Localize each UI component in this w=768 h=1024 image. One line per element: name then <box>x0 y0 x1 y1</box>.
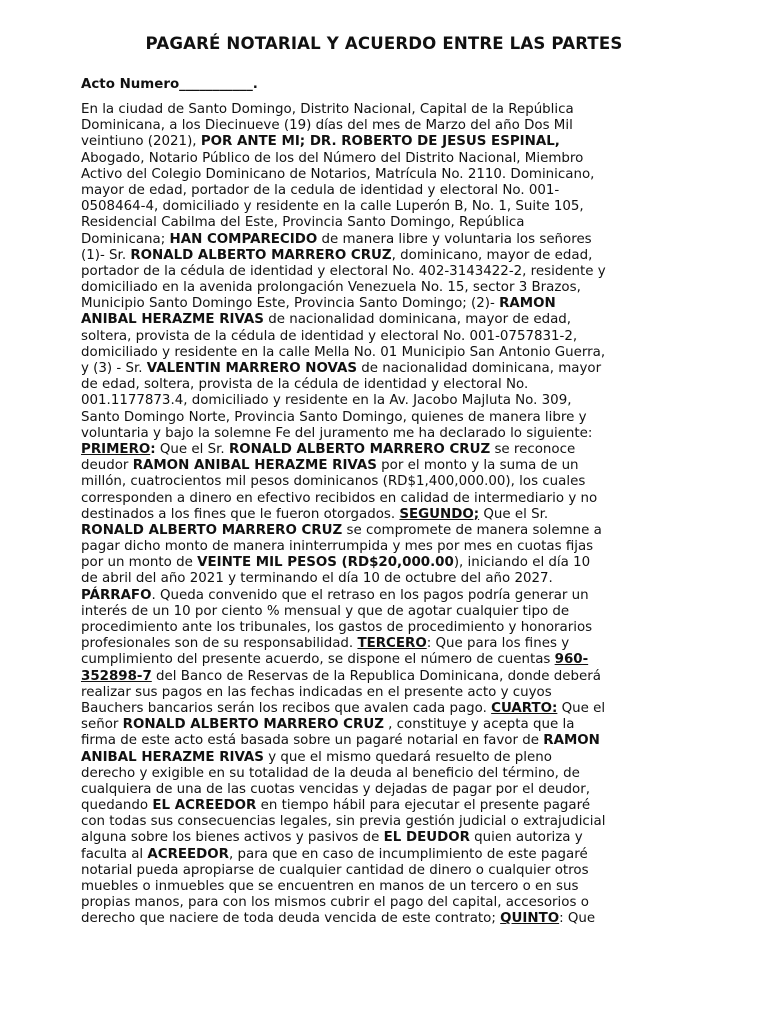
bold-text: RONALD ALBERTO MARRERO CRUZ <box>228 441 491 457</box>
body-line <box>81 895 675 911</box>
body-text-segment: veintiuno (2021), <box>81 134 201 150</box>
body-text-segment: de manera libre y voluntaria los señores <box>317 231 592 247</box>
body-text-segment: Que el Sr. <box>155 441 229 457</box>
body-text-segment: Que el Sr. <box>479 506 549 522</box>
body-line <box>81 426 675 442</box>
body-text-segment: , para que en caso de incumplimiento de este pagaré <box>229 846 588 862</box>
bold-text: HAN COMPARECIDO <box>169 231 318 247</box>
bold-text: 352898-7 <box>81 668 152 684</box>
body-line <box>81 393 675 409</box>
body-text-segment: firma de este acto está basada sobre un pagaré notarial en favor de <box>81 733 544 749</box>
bold-text: ANIBAL HERAZME RIVAS <box>81 312 264 328</box>
body-text-segment: propias manos, para con los mismos cubrir el pago del capital, accesorios o <box>81 895 589 911</box>
body-line <box>81 507 675 523</box>
body-line <box>81 766 675 782</box>
body-line <box>81 620 675 636</box>
body-text-segment: se compromete de manera solemne a <box>342 522 602 538</box>
bold-text: PÁRRAFO <box>81 587 152 603</box>
body-text-segment: Abogado, Notario Público de los del Número del Distrito Nacional, Miembro <box>81 150 584 166</box>
bold-text: QUINTO <box>500 911 560 927</box>
body-line <box>81 232 675 248</box>
body-line <box>81 474 675 490</box>
body-text-segment: y (3) - Sr. <box>81 361 147 376</box>
body-text-segment: Residencial Cabilma del Este, Provincia Santo Domingo, República <box>81 215 525 231</box>
body-line <box>81 555 675 571</box>
body-text-segment: Municipio Santo Domingo Este, Provincia Santo Domingo; (2)- <box>81 296 500 312</box>
body-text-segment: en tiempo hábil para ejecutar el presente pagaré <box>256 798 591 814</box>
body-line <box>81 847 675 863</box>
body-text-segment: portador de la cédula de identidad y electoral No. 402-3143422-2, residente y <box>81 263 606 279</box>
body-line <box>81 733 675 749</box>
body-line <box>81 798 675 814</box>
body-text-segment: ), iniciando el día 10 <box>453 555 591 571</box>
body-text-segment: cualquiera de una de las cuotas vencidas y dejadas de pagar por el deudor, <box>81 781 590 797</box>
body-text-segment: del Banco de Reservas de la Republica Dominicana, donde deberá <box>151 668 601 684</box>
body-line <box>81 604 675 620</box>
body-text-segment: soltera, provista de la cédula de identidad y electoral No. 001-0757831-2, <box>81 328 578 344</box>
bold-text: VALENTIN MARRERO NOVAS <box>146 361 357 376</box>
body-text-segment: de abril del año 2021 y terminando el día 10 de octubre del año 2027. <box>81 571 553 587</box>
body-text-segment: 001.1177873.4, domiciliado y residente en la Av. Jacobo Majluta No. 309, <box>81 393 572 409</box>
body-text-segment: de nacionalidad dominicana, mayor <box>357 361 602 376</box>
body-text-segment: Que el <box>557 700 606 716</box>
bold-text: RAMON <box>499 296 556 312</box>
body-line <box>81 248 675 264</box>
body-text-segment: Bauchers bancarios serán los recibos que avalen cada pago. <box>81 700 492 716</box>
body-line <box>81 879 675 895</box>
body-text-segment: , constituye y acepta que la <box>383 717 575 733</box>
body-line <box>81 442 675 458</box>
body-text-segment: profesionales son de su responsabilidad. <box>81 636 358 652</box>
body-text-segment: se reconoce <box>490 441 576 457</box>
body-text-segment: derecho y exigible en su totalidad de la deuda al beneficio del término, de <box>81 765 580 781</box>
body-line <box>81 830 675 846</box>
body-line <box>81 863 675 879</box>
body-text-segment: alguna sobre los bienes activos y pasivos de <box>81 830 384 846</box>
body-line <box>81 312 675 328</box>
body-text-segment: cumplimiento del presente acuerdo, se dispone el número de cuentas <box>81 652 555 668</box>
body-line <box>81 782 675 798</box>
bold-text: TERCERO <box>357 636 427 652</box>
body-line <box>81 669 675 685</box>
body-line <box>81 118 675 134</box>
body-text-segment: domiciliado y residente en la calle Mella No. 01 Municipio San Antonio Guerra, <box>81 344 606 360</box>
body-text-segment: notarial pueda apropiarse de cualquier cantidad de dinero o cualquier otros <box>81 862 589 878</box>
body-line <box>81 264 675 280</box>
body-line <box>81 814 675 830</box>
body-text-segment: realizar sus pagos en las fechas indicadas en el presente acto y cuyos <box>81 684 552 700</box>
body-line <box>81 151 675 167</box>
bold-text: : <box>150 441 156 457</box>
body-line <box>81 215 675 231</box>
body-text-segment: corresponden a dinero en efectivo recibidos en calidad de intermediario y no <box>81 490 598 506</box>
body-text-segment: de edad, soltera, provista de la cédula de identidad y electoral No. <box>81 377 529 393</box>
body-line <box>81 329 675 345</box>
body-line <box>81 458 675 474</box>
bold-text: ACREEDOR <box>147 846 229 862</box>
body-text-segment: : Que para los fines y <box>426 636 570 652</box>
body-line <box>81 361 675 377</box>
body-line <box>81 296 675 312</box>
body-text-segment: interés de un 10 por ciento % mensual y que de agotar cualquier tipo de <box>81 603 570 619</box>
body-text-segment: mayor de edad, portador de la cedula de identidad y electoral No. 001- <box>81 182 560 198</box>
bold-text: EL DEUDOR <box>383 830 470 846</box>
body-line <box>81 652 675 668</box>
document-body <box>81 102 675 928</box>
body-line <box>81 102 675 118</box>
body-text-segment: . Queda convenido que el retraso en los pagos podría generar un <box>151 587 589 603</box>
body-line <box>81 685 675 701</box>
body-line <box>81 377 675 393</box>
body-text-segment: de nacionalidad dominicana, mayor de edad, <box>263 312 572 328</box>
body-line <box>81 539 675 555</box>
body-line <box>81 588 675 604</box>
body-text-segment: deudor <box>81 458 133 474</box>
body-line <box>81 717 675 733</box>
bold-text: PRIMERO <box>81 441 151 457</box>
act-number: Acto Numero___________. <box>81 77 258 92</box>
body-text-segment: y que el mismo quedará resuelto de pleno <box>263 749 552 765</box>
bold-text: VEINTE MIL PESOS (RD$20,000.00 <box>197 555 454 571</box>
body-text-segment: millón, cuatrocientos mil pesos dominicanos (RD$1,400,000.00), los cuales <box>81 474 586 490</box>
body-text-segment: voluntaria y bajo la solemne Fe del juramento me ha declarado lo siguiente: <box>81 425 593 441</box>
bold-text: RONALD ALBERTO MARRERO CRUZ <box>130 247 392 263</box>
body-text-segment: con todas sus consecuencias legales, sin previa gestión judicial o extrajudicial <box>81 814 606 830</box>
body-line <box>81 134 675 150</box>
bold-text: EL ACREEDOR <box>152 798 257 814</box>
body-text-segment: señor <box>81 717 123 733</box>
body-text-segment: derecho que naciere de toda deuda vencida de este contrato; <box>81 911 501 927</box>
bold-text: RONALD ALBERTO MARRERO CRUZ <box>122 717 384 733</box>
body-line <box>81 183 675 199</box>
body-text-segment: Activo del Colegio Dominicano de Notarios, Matrícula No. 2110. Dominicano, <box>81 166 595 182</box>
bold-text: SEGUNDO; <box>399 506 480 522</box>
body-text-segment: domiciliado en la avenida prolongación Venezuela No. 15, sector 3 Brazos, <box>81 280 581 296</box>
body-line <box>81 199 675 215</box>
body-line <box>81 571 675 587</box>
body-line <box>81 523 675 539</box>
body-line <box>81 911 675 927</box>
body-text-segment: quien autoriza y <box>469 830 583 846</box>
body-line <box>81 750 675 766</box>
body-text-segment: quedando <box>81 798 153 814</box>
body-text-segment: faculta al <box>81 846 148 862</box>
document-title: PAGARÉ NOTARIAL Y ACUERDO ENTRE LAS PARTES <box>145 34 623 53</box>
body-text-segment: 0508464-4, domiciliado y residente en la calle Luperón B, No. 1, Suite 105, <box>81 199 584 215</box>
body-line <box>81 701 675 717</box>
body-line <box>81 280 675 296</box>
body-text-segment: pagar dicho monto de manera ininterrumpida y mes por mes en cuotas fijas <box>81 539 594 555</box>
bold-text: RAMON <box>543 733 600 749</box>
body-line <box>81 410 675 426</box>
bold-text: RAMON ANIBAL HERAZME RIVAS <box>132 458 377 474</box>
bold-text: ANIBAL HERAZME RIVAS <box>81 749 264 765</box>
body-text-segment: destinados a los fines que le fueron otorgados. <box>81 506 400 522</box>
body-text-segment: (1)- Sr. <box>81 247 131 263</box>
bold-text: 960- <box>554 652 589 668</box>
bold-text: RONALD ALBERTO MARRERO CRUZ <box>81 522 343 538</box>
body-text-segment: Dominicana, a los Diecinueve (19) días del mes de Marzo del año Dos Mil <box>81 118 573 134</box>
body-line <box>81 345 675 361</box>
body-text-segment: muebles o inmuebles que se encuentren en manos de un tercero o en sus <box>81 879 579 894</box>
body-text-segment: por un monto de <box>81 555 198 571</box>
bold-text: POR ANTE MI; DR. ROBERTO DE JESUS ESPINAL, <box>200 134 560 150</box>
body-line <box>81 636 675 652</box>
body-text-segment: : Que <box>559 911 596 927</box>
body-line <box>81 167 675 183</box>
body-line <box>81 491 675 507</box>
body-text-segment: procedimiento ante los tribunales, los gastos de procedimiento y honorarios <box>81 620 593 635</box>
body-text-segment: Santo Domingo Norte, Provincia Santo Domingo, quienes de manera libre y <box>81 409 587 425</box>
body-text-segment: En la ciudad de Santo Domingo, Distrito Nacional, Capital de la República <box>81 102 574 117</box>
body-text-segment: , dominicano, mayor de edad, <box>391 247 593 263</box>
body-text-segment: por el monto y la suma de un <box>376 458 579 474</box>
body-text-segment: Dominicana; <box>81 231 170 247</box>
bold-text: CUARTO: <box>491 700 558 716</box>
